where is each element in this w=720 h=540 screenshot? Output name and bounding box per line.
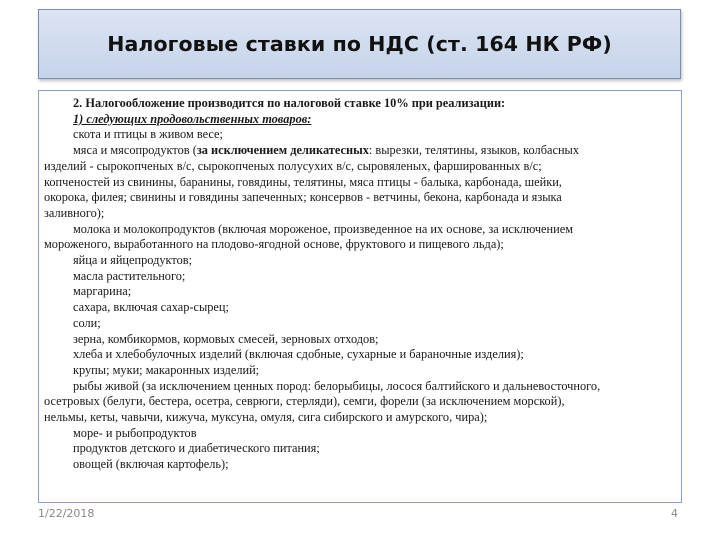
- list-item: крупы; муки; макаронных изделий;: [73, 362, 260, 377]
- list-item: мороженого, выработанного на плодово-ягодной основе, фруктового и пищевого льда);: [44, 237, 504, 252]
- list-item: соли;: [73, 315, 101, 330]
- list-item: хлеба и хлебобулочных изделий (включая сдобные, сухарные и бараночные изделия);: [73, 347, 524, 362]
- list-item-text: : вырезки, телятины, языков, колбасных: [368, 143, 580, 158]
- list-item: море- и рыбопродуктов: [73, 425, 197, 440]
- list-item: овощей (включая картофель);: [73, 457, 229, 472]
- list-item: сахара, включая сахар-сырец;: [73, 300, 229, 315]
- footer-date: 1/22/2018: [38, 507, 95, 520]
- list-item: молока и молокопродуктов (включая мороженое, произведенное на их основе, за исключением: [73, 221, 574, 236]
- list-item: скота и птицы в живом весе;: [73, 127, 223, 142]
- content-text-box: [38, 90, 682, 503]
- list-item-text: мяса и мясопродуктов (: [73, 143, 197, 158]
- content-heading: 2. Налогообложение производится по налоговой ставке 10% при реализации:: [73, 96, 506, 110]
- content-subheading: 1) следующих продовольственных товаров:: [73, 111, 312, 126]
- slide-title: Налоговые ставки по НДС (ст. 164 НК РФ): [107, 32, 612, 56]
- list-item: зерна, комбикормов, кормовых смесей, зерновых отходов;: [73, 331, 379, 346]
- list-item: масла растительного;: [73, 268, 186, 283]
- list-item: продуктов детского и диабетического питания;: [73, 441, 320, 456]
- list-item: [44, 143, 675, 159]
- list-item: рыбы живой (за исключением ценных пород: белорыбицы, лосося балтийского и дальневосточного,: [73, 378, 601, 393]
- list-item: заливного);: [44, 205, 105, 220]
- page-number: 4: [671, 507, 678, 520]
- list-item: маргарина;: [73, 284, 132, 299]
- list-item: копченостей из свинины, баранины, говядины, телятины, мяса птицы - балыка, карбонада, шейки,: [44, 174, 562, 189]
- list-item: яйца и яйцепродуктов;: [73, 253, 193, 268]
- list-item: окорока, филея; свинины и говядины запеченных; консервов - ветчины, бекона, карбонада и языка: [44, 190, 562, 205]
- list-item: изделий - сырокопченых в/с, сырокопченых полусухих в/с, сыровяленых, фаршированных в/с;: [44, 158, 542, 173]
- list-item: нельмы, кеты, чавычи, кижуча, муксуна, омуля, сига сибирского и амурского, чира);: [44, 410, 488, 425]
- slide-title-box: [38, 9, 681, 79]
- list-item-emphasis: за исключением деликатесных: [196, 143, 369, 158]
- list-item: осетровых (белуги, бестера, осетра, севрюги, стерляди), семги, форели (за исключением морской),: [44, 394, 565, 409]
